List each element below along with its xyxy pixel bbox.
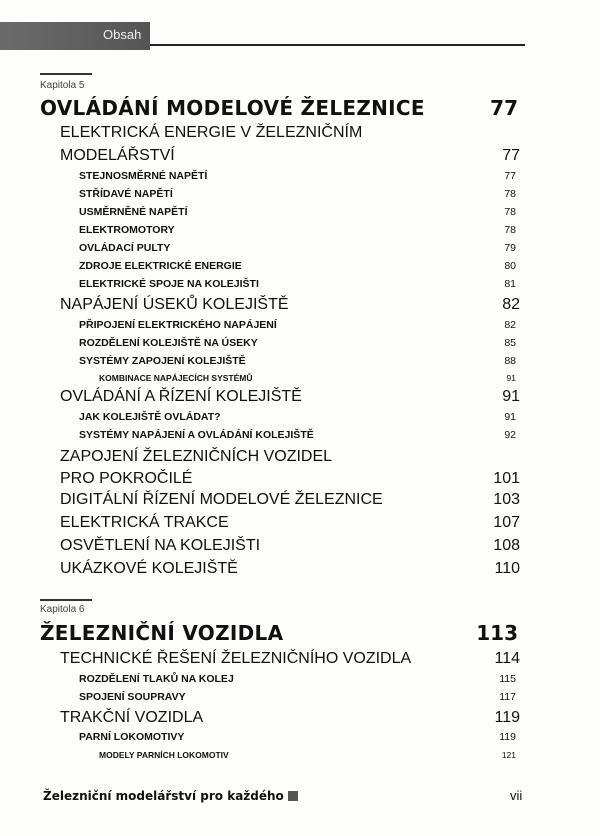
- toc-entry-title: USMĚRNĚNÉ NAPĚTÍ: [79, 205, 188, 218]
- toc-entry-title: ZAPOJENÍ ŽELEZNIČNÍCH VOZIDEL: [60, 448, 333, 466]
- chapter-6-rule: [40, 599, 92, 601]
- toc-entry-page: 117: [499, 690, 516, 703]
- toc-entry-page: 114: [494, 650, 520, 668]
- toc-entry-page: 108: [493, 537, 520, 555]
- toc-entry-page: 110: [494, 560, 520, 578]
- toc-entry-page: 121: [501, 749, 516, 760]
- toc-entry-page: 82: [504, 318, 516, 331]
- toc-entry-title: OVLÁDÁNÍ MODELOVÉ ŽELEZNICE: [40, 96, 425, 120]
- toc-entry-page: 91: [502, 388, 520, 406]
- toc-entry-title: ZDROJE ELEKTRICKÉ ENERGIE: [79, 259, 242, 272]
- footer-book-title: Železniční modelářství pro každého: [43, 789, 284, 803]
- toc-entry-title: PRO POKROČILÉ: [60, 470, 193, 488]
- chapter-6-label: Kapitola 6: [40, 604, 85, 615]
- toc-entry-title: KOMBINACE NAPÁJECÍCH SYSTÉMŮ: [99, 372, 253, 383]
- toc-entry-title: PŘIPOJENÍ ELEKTRICKÉHO NAPÁJENÍ: [79, 318, 277, 331]
- toc-entry-page: 78: [504, 205, 516, 218]
- toc-entry-title: TECHNICKÉ ŘEŠENÍ ŽELEZNIČNÍHO VOZIDLA: [60, 650, 412, 668]
- toc-entry-page: 77: [490, 96, 518, 120]
- toc-entry-title: ELEKTRICKÉ SPOJE NA KOLEJIŠTI: [79, 277, 259, 290]
- toc-entry-title: ELEKTROMOTORY: [79, 223, 175, 236]
- toc-entry-title: TRAKČNÍ VOZIDLA: [60, 709, 204, 727]
- toc-entry-page: 119: [494, 709, 520, 727]
- toc-entry-title: ROZDĚLENÍ TLAKŮ NA KOLEJ: [79, 672, 234, 685]
- toc-entry-title: NAPÁJENÍ ÚSEKŮ KOLEJIŠTĚ: [60, 296, 289, 314]
- toc-entry-page: 82: [502, 296, 520, 314]
- toc-entry-title: SPOJENÍ SOUPRAVY: [79, 690, 186, 703]
- chapter-5-rule: [40, 73, 92, 75]
- toc-entry-title: STŘÍDAVÉ NAPĚTÍ: [79, 187, 173, 200]
- toc-entry-title: UKÁZKOVÉ KOLEJIŠTĚ: [60, 560, 238, 578]
- toc-entry-title: ELEKTRICKÁ ENERGIE V ŽELEZNIČNÍM: [60, 124, 363, 142]
- toc-entry-page: 119: [499, 730, 516, 743]
- toc-entry-page: 115: [499, 672, 516, 685]
- toc-entry-page: 91: [504, 410, 516, 423]
- toc-entry-title: PARNÍ LOKOMOTIVY: [79, 730, 185, 743]
- toc-entry-page: 91: [506, 372, 516, 383]
- toc-entry-title: SYSTÉMY NAPÁJENÍ A OVLÁDÁNÍ KOLEJIŠTĚ: [79, 428, 314, 441]
- toc-entry-page: 88: [504, 354, 516, 367]
- toc-entry-title: ELEKTRICKÁ TRAKCE: [60, 514, 229, 532]
- toc-entry-page: 78: [504, 223, 516, 236]
- toc-entry-title: MODELÁŘSTVÍ: [60, 147, 175, 165]
- header-rule: [150, 44, 525, 46]
- toc-entry-title: SYSTÉMY ZAPOJENÍ KOLEJIŠTĚ: [79, 354, 246, 367]
- toc-entry-page: 78: [504, 187, 516, 200]
- toc-entry-page: 79: [504, 241, 516, 254]
- toc-entry-page: 80: [504, 259, 516, 272]
- toc-entry-title: ROZDĚLENÍ KOLEJIŠTĚ NA ÚSEKY: [79, 336, 258, 349]
- toc-entry-title: MODELY PARNÍCH LOKOMOTIV: [99, 749, 229, 760]
- toc-entry-page: 103: [493, 491, 520, 509]
- toc-entry-page: 85: [504, 336, 516, 349]
- toc-entry-page: 77: [504, 169, 516, 182]
- toc-entry-title: STEJNOSMĚRNÉ NAPĚTÍ: [79, 169, 208, 182]
- toc-entry-page: 77: [502, 147, 520, 165]
- toc-entry-page: 101: [493, 470, 520, 488]
- toc-entry-page: 92: [504, 428, 516, 441]
- toc-entry-title: ŽELEZNIČNÍ VOZIDLA: [40, 621, 284, 645]
- toc-entry-page: 81: [504, 277, 516, 290]
- footer-square-marker: [288, 791, 298, 801]
- toc-entry-page: 113: [476, 621, 518, 645]
- toc-entry-title: OVLÁDÁNÍ A ŘÍZENÍ KOLEJIŠTĚ: [60, 388, 302, 406]
- toc-entry-title: OSVĚTLENÍ NA KOLEJIŠTI: [60, 537, 261, 555]
- toc-entry-title: JAK KOLEJIŠTĚ OVLÁDAT?: [79, 410, 221, 423]
- toc-entry-page: 107: [493, 514, 520, 532]
- page-number: vii: [510, 788, 523, 803]
- header-title: Obsah: [103, 27, 142, 42]
- toc-entry-title: OVLÁDACÍ PULTY: [79, 241, 171, 254]
- toc-entry-title: DIGITÁLNÍ ŘÍZENÍ MODELOVÉ ŽELEZNICE: [60, 491, 383, 509]
- chapter-5-label: Kapitola 5: [40, 80, 85, 91]
